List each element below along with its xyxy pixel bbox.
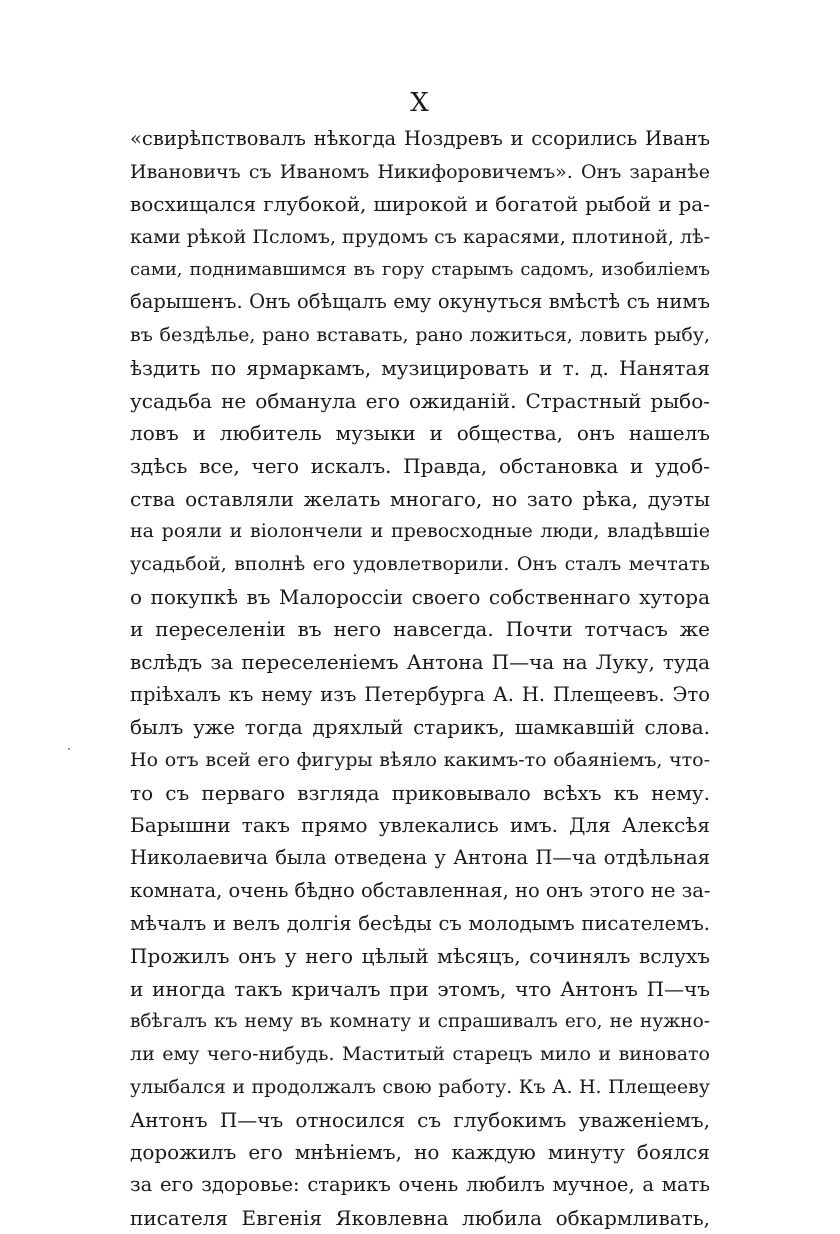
text-line: о покупкѣ въ Малороссіи своего собственнаго хутора xyxy=(130,584,710,609)
text-line: ками рѣкой Псломъ, прудомъ съ карасями, плотиной, лѣ- xyxy=(130,226,710,249)
text-line: на рояли и віолончели и превосходные люди, владѣвшіе xyxy=(130,520,710,543)
text-line: ѣздить по ярмаркамъ, музицировать и т. д. Нанятая xyxy=(130,355,710,380)
text-line: Антонъ П—чъ относился съ глубокимъ уваженіемъ, xyxy=(130,1107,710,1132)
text-line: пріѣхалъ къ нему изъ Петербурга А. Н. Плещеевъ. Это xyxy=(130,682,710,706)
body-text xyxy=(130,123,710,1234)
text-line: и иногда такъ кричалъ при этомъ, что Антонъ П—чъ xyxy=(130,976,710,1001)
text-line: дорожилъ его мнѣніемъ, но каждую минуту боялся xyxy=(130,1140,710,1165)
text-line: вбѣгалъ къ нему въ комнату и спрашивалъ его, не нужно- xyxy=(130,1010,710,1032)
text-line: былъ уже тогда дряхлый старикъ, шамкавшій слова. xyxy=(130,715,710,740)
text-line: и переселеніи въ него навсегда. Почти тотчасъ же xyxy=(130,617,710,642)
text-line: ли ему чего-нибудь. Маститый старецъ мило и виновато xyxy=(130,1043,710,1066)
text-line: ства оставляли желать многаго, но зато рѣка, дуэты xyxy=(130,486,710,511)
text-line: вслѣдъ за переселеніемъ Антона П—ча на Луку, туда xyxy=(130,650,710,674)
text-line: за его здоровье: старикъ очень любилъ мучное, а мать xyxy=(130,1173,710,1196)
scan-speck xyxy=(68,748,70,750)
text-line: писателя Евгенія Яковлевна любила обкармливать, xyxy=(130,1205,710,1230)
text-line: «свирѣпствовалъ нѣкогда Ноздревъ и ссорились Иванъ xyxy=(130,127,710,150)
text-line: усадьба не обманула его ожиданій. Страстный рыбо- xyxy=(130,388,710,413)
text-line: сами, поднимавшимся въ гору старымъ садомъ, изобиліемъ xyxy=(130,258,710,280)
text-line: Николаевича была отведена у Антона П—ча отдѣльная xyxy=(130,846,710,870)
text-line: то съ перваго взгляда приковывало всѣхъ къ нему. xyxy=(130,780,710,805)
text-line: улыбался и продолжалъ свою работу. Къ А. Н. Плещееву xyxy=(130,1075,710,1098)
page-number: X xyxy=(410,88,430,118)
text-line: Ивановичъ съ Иваномъ Никифоровичемъ». Онъ заранѣе xyxy=(130,160,710,183)
text-line: мѣчалъ и велъ долгія бесѣды съ молодымъ писателемъ. xyxy=(130,911,710,935)
text-line: Барышни такъ прямо увлекались имъ. Для Алексѣя xyxy=(130,813,710,838)
text-line: барышенъ. Онъ обѣщалъ ему окунуться вмѣстѣ съ нимъ xyxy=(130,290,710,314)
text-line: усадьбой, вполнѣ его удовлетворили. Онъ сталъ мечтать xyxy=(130,552,710,575)
text-line: ловъ и любитель музыки и общества, онъ нашелъ xyxy=(130,421,710,446)
text-line: здѣсь все, чего искалъ. Правда, обстановка и удоб- xyxy=(130,453,710,478)
text-line: комната, очень бѣдно обставленная, но онъ этого не за- xyxy=(130,878,711,902)
text-line: въ бездѣлье, рано вставать, рано ложиться, ловить рыбу, xyxy=(130,324,710,347)
text-line: Прожилъ онъ у него цѣлый мѣсяцъ, сочинялъ вслухъ xyxy=(130,944,710,969)
text-line: восхищался глубокой, широкой и богатой рыбой и ра- xyxy=(130,192,710,217)
text-line: Но отъ всей его фигуры вѣяло какимъ-то обаяніемъ, что- xyxy=(130,749,710,772)
